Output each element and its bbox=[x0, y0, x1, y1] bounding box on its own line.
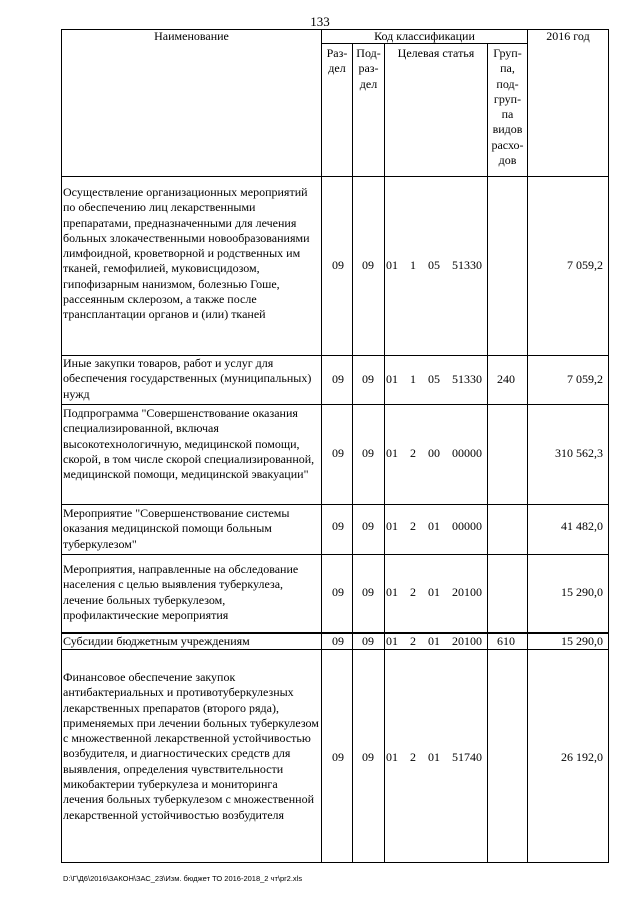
row-podrazdel: 09 bbox=[362, 634, 374, 648]
row-podrazdel: 09 bbox=[362, 446, 374, 460]
row-sum: 26 192,0 bbox=[561, 750, 603, 764]
row-podrazdel: 09 bbox=[362, 750, 374, 764]
row-podrazdel: 09 bbox=[362, 585, 374, 599]
table-rule bbox=[352, 43, 353, 863]
row-name: Осуществление организационных мероприятий по обеспечению лиц лекарственными препаратами, предназначенными для лечения больных злокачественными новообразованиями лимфоидной, кроветворной и родственных им тканей, гемофилией, муковисцидозом, гипофизарным нанизмом, болезнью Гоше, рассеянным склерозом, а также после трансплантации органов и (или) тканей bbox=[63, 185, 310, 322]
row-razdel: 09 bbox=[332, 258, 344, 272]
header-razdel: Раз- дел bbox=[326, 46, 348, 76]
row-gruppa: 240 bbox=[497, 372, 515, 386]
header-name: Наименование bbox=[154, 29, 229, 43]
row-gruppa: 610 bbox=[497, 634, 515, 648]
page-number: 133 bbox=[310, 14, 330, 29]
row-name: Подпрограмма "Совершенствование оказания специализированной, включая высокотехнологичную, медицинской помощи, скорой, в том числе скорой специализированной, медицинской помощи, медицинской эвакуации" bbox=[63, 406, 315, 482]
row-celevaya: 01 2 01 20100 bbox=[386, 585, 482, 599]
row-celevaya: 01 2 01 20100 bbox=[386, 634, 482, 648]
row-name: Мероприятие "Совершенствование системы оказания медицинской помощи больным туберкулезом" bbox=[63, 506, 290, 551]
row-celevaya: 01 2 01 00000 bbox=[386, 519, 482, 533]
row-razdel: 09 bbox=[332, 372, 344, 386]
file-path-footer: D:\Г\Д6\2016\ЗАКОН\ЗАС_23\Изм. бюджет ТО 2016-2018_2 чт\pr2.xls bbox=[63, 874, 303, 883]
row-sum: 310 562,3 bbox=[555, 446, 603, 460]
row-razdel: 09 bbox=[332, 446, 344, 460]
header-podrazdel: Под- раз- дел bbox=[356, 46, 381, 91]
row-name: Финансовое обеспечение закупок антибактериальных и противотуберкулезных лекарственных препаратов (второго ряда), применяемых при лечении больных туберкулезом с множественной лекарственной устойчивостью возбудителя, и диагностических средств для выявления, определения чувствительности микобактерии туберкулеза и мониторинга лечения больных туберкулезом с множественной лекарственной устойчивостью возбудителя bbox=[63, 670, 319, 822]
row-razdel: 09 bbox=[332, 585, 344, 599]
row-podrazdel: 09 bbox=[362, 258, 374, 272]
header-gruppa: Груп- па, под- груп- па видов расхо- дов bbox=[491, 46, 524, 168]
table-rule bbox=[321, 29, 322, 863]
row-celevaya: 01 1 05 51330 bbox=[386, 372, 482, 386]
row-celevaya: 01 2 01 51740 bbox=[386, 750, 482, 764]
row-sum: 15 290,0 bbox=[561, 585, 603, 599]
row-razdel: 09 bbox=[332, 634, 344, 648]
row-sum: 15 290,0 bbox=[561, 634, 603, 648]
row-sum: 7 059,2 bbox=[567, 258, 603, 272]
header-celevaya: Целевая статья bbox=[397, 46, 475, 60]
row-razdel: 09 bbox=[332, 519, 344, 533]
row-celevaya: 01 2 00 00000 bbox=[386, 446, 482, 460]
row-sum: 7 059,2 bbox=[567, 372, 603, 386]
row-razdel: 09 bbox=[332, 750, 344, 764]
table-rule bbox=[384, 43, 385, 863]
row-name: Субсидии бюджетным учреждениям bbox=[63, 634, 250, 648]
table-rule bbox=[61, 29, 62, 863]
row-name: Мероприятия, направленные на обследование населения с целью выявления туберкулеза, лечение больных туберкулезом, профилактические мероприятия bbox=[63, 562, 299, 622]
row-podrazdel: 09 bbox=[362, 519, 374, 533]
table-rule bbox=[608, 29, 609, 863]
row-name: Иные закупки товаров, работ и услуг для обеспечения государственных (муниципальных) нужд bbox=[63, 356, 312, 401]
header-year: 2016 год bbox=[546, 29, 590, 43]
row-celevaya: 01 1 05 51330 bbox=[386, 258, 482, 272]
row-podrazdel: 09 bbox=[362, 372, 374, 386]
row-sum: 41 482,0 bbox=[561, 519, 603, 533]
header-code-group: Код классификации bbox=[374, 29, 475, 43]
